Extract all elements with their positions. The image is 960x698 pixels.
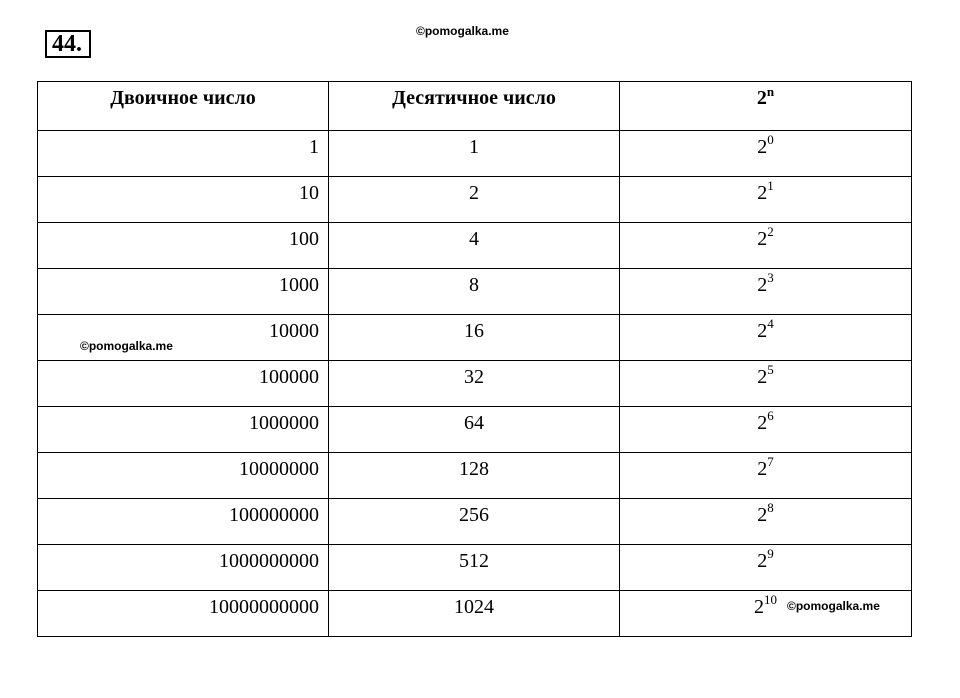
header-power-exp: n [766, 84, 775, 99]
power-exponent: 6 [767, 408, 774, 423]
decimal-cell: 1 [329, 131, 620, 177]
decimal-cell: 8 [329, 269, 620, 315]
header-decimal: Десятичное число [329, 82, 620, 131]
binary-cell: 1000000000 [38, 545, 329, 591]
power-base: 2 [757, 412, 768, 434]
table-row [38, 499, 912, 545]
power-cell [620, 131, 912, 177]
power-cell [620, 223, 912, 269]
table-row [38, 545, 912, 591]
decimal-cell: 16 [329, 315, 620, 361]
powers-of-two-table [37, 81, 912, 637]
power-base: 2 [757, 550, 768, 572]
power-exponent: 5 [767, 362, 774, 377]
decimal-cell: 2 [329, 177, 620, 223]
table-header-row [38, 82, 912, 131]
power-exponent: 10 [764, 592, 777, 607]
table-row [38, 315, 912, 361]
table-row [38, 131, 912, 177]
power-base: 2 [757, 320, 768, 342]
table-row [38, 177, 912, 223]
header-power [620, 82, 912, 131]
power-cell [620, 499, 912, 545]
header-binary: Двоичное число [38, 82, 329, 131]
power-exponent: 0 [767, 132, 774, 147]
binary-cell: 10000000 [38, 453, 329, 499]
table-row [38, 223, 912, 269]
power-base: 2 [757, 274, 768, 296]
power-exponent: 8 [767, 500, 774, 515]
binary-cell: 10000 [38, 315, 329, 361]
power-base: 2 [757, 228, 768, 250]
decimal-cell: 4 [329, 223, 620, 269]
table-row [38, 361, 912, 407]
power-exponent: 1 [767, 178, 774, 193]
power-base: 2 [757, 182, 768, 204]
decimal-cell: 32 [329, 361, 620, 407]
power-base: 2 [757, 458, 768, 480]
power-exponent: 9 [767, 546, 774, 561]
power-cell [620, 269, 912, 315]
binary-cell: 100000000 [38, 499, 329, 545]
power-base: 2 [757, 366, 768, 388]
power-cell [620, 361, 912, 407]
watermark-middle: ©pomogalka.me [80, 339, 173, 353]
table-row [38, 591, 912, 637]
header-power-base: 2 [756, 87, 767, 109]
power-exponent: 3 [767, 270, 774, 285]
binary-cell: 1000000 [38, 407, 329, 453]
power-cell [620, 177, 912, 223]
binary-cell: 10 [38, 177, 329, 223]
table-row [38, 407, 912, 453]
decimal-cell: 64 [329, 407, 620, 453]
power-exponent: 7 [767, 454, 774, 469]
power-cell [620, 453, 912, 499]
power-base: 2 [757, 504, 768, 526]
power-cell [620, 591, 912, 637]
table-row [38, 269, 912, 315]
power-base: 2 [754, 596, 764, 618]
watermark-bottom: ©pomogalka.me [787, 599, 880, 613]
power-cell [620, 315, 912, 361]
power-cell [620, 407, 912, 453]
decimal-cell: 512 [329, 545, 620, 591]
power-base: 2 [757, 136, 768, 158]
table-row [38, 453, 912, 499]
binary-cell: 100 [38, 223, 329, 269]
decimal-cell: 256 [329, 499, 620, 545]
power-cell [620, 545, 912, 591]
watermark-top: ©pomogalka.me [416, 24, 509, 38]
decimal-cell: 1024 [329, 591, 620, 637]
binary-cell: 1 [38, 131, 329, 177]
power-exponent: 2 [767, 224, 774, 239]
problem-number: 44. [45, 30, 91, 58]
binary-cell: 1000 [38, 269, 329, 315]
binary-cell: 100000 [38, 361, 329, 407]
power-exponent: 4 [767, 316, 774, 331]
decimal-cell: 128 [329, 453, 620, 499]
binary-cell: 10000000000 [38, 591, 329, 637]
